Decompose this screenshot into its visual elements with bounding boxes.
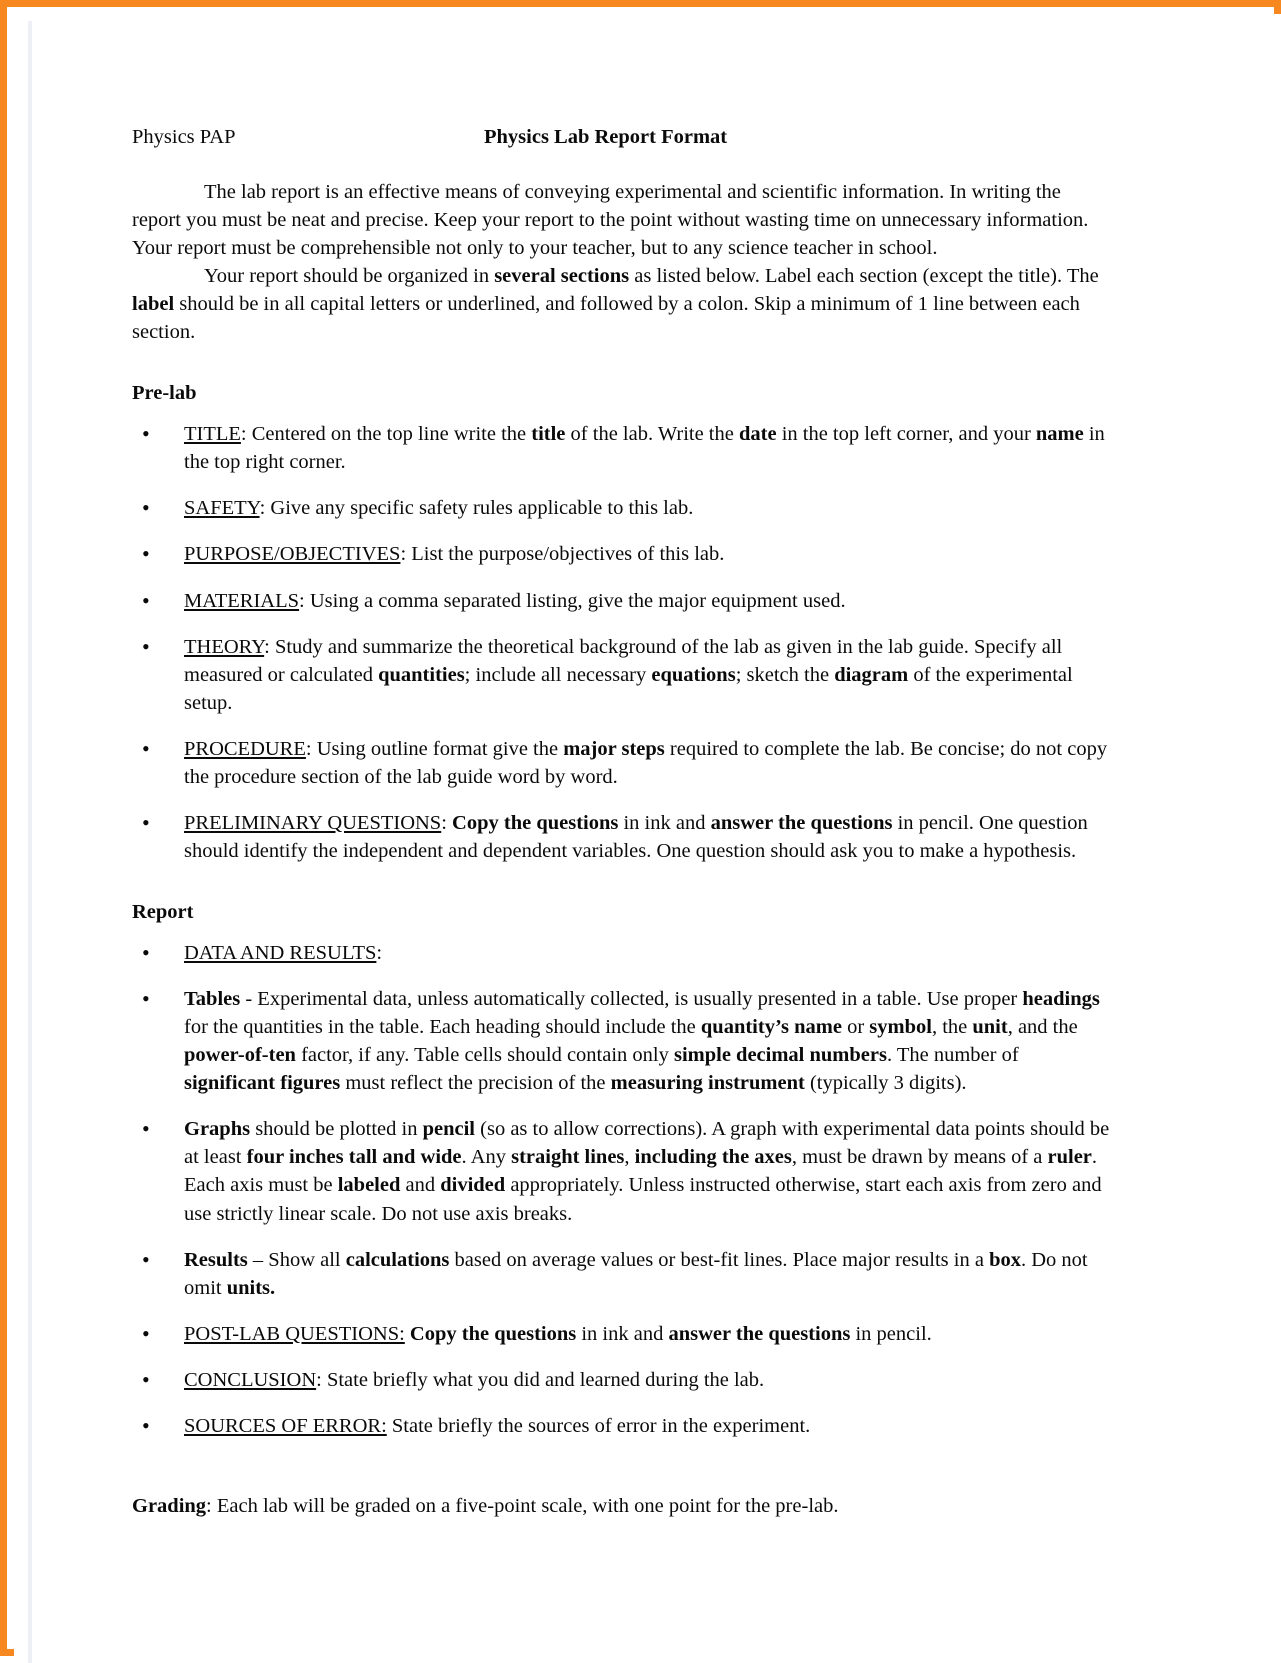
item-text-c: for the quantities in the table. Each heading should include the [184,1016,701,1039]
list-item [132,1320,1110,1348]
intro-p1-text: The lab report is an effective means of conveying experimental and scientific information. In writing the report you must be neat and precise. Keep your report to the point without wasting time on unnecessary information. Your report must be comprehensible not only to your teacher, but to any science teacher in school. [132,181,1089,260]
item-text-h: unit [972,1016,1008,1039]
item-label-post-lab-questions: POST-LAB QUESTIONS: [184,1322,405,1345]
list-item [132,939,1110,967]
item-text-h: including the axes [634,1146,792,1169]
item-text-c: required to complete the lab. Be concise; do not copy the procedure section of the lab guide word by word. [184,737,1108,788]
item-text-e: in the top left corner, and your [776,423,1036,446]
item-label-preliminary-questions: PRELIMINARY QUESTIONS [184,812,442,835]
item-label-data-and-results: DATA AND RESULTS [184,941,377,964]
item-text-c: in ink and [576,1322,669,1345]
item-text-b: major steps [563,737,665,760]
item-text-a: : Using outline format give the [305,737,564,760]
item-text-d: date [738,423,777,446]
item-text-n: significant figures [184,1072,341,1095]
item-text-c: ; include all necessary [464,663,652,686]
item-text-p: measuring instrument [610,1072,805,1095]
item-text-f: name [1035,423,1084,446]
item-text-b: quantities [378,663,465,686]
intro-p2-e: should be in all capital letters or underlined, and followed by a colon. Skip a minimum of 1 line between each section. [132,293,1080,344]
section-heading-report: Report [132,901,194,924]
item-text-f: diagram [834,663,909,686]
section-heading-prelab: Pre-lab [132,382,197,405]
item-text-d: equations [651,663,736,686]
item-text-b: pencil [422,1118,476,1141]
list-item [132,985,1110,1097]
intro-p2-a: Your report should be organized in [204,265,495,288]
list-item [132,420,1110,476]
item-text-m: . The number of [886,1044,1019,1067]
list-item [132,540,1110,568]
list-item [132,735,1110,791]
item-text-e: . Do not omit [184,1248,1088,1299]
intro-p2-c: as listed below. Label each section (except the title). The [629,265,1099,288]
item-text-a: should be plotted in [250,1118,423,1141]
item-label-materials: MATERIALS [184,589,300,612]
item-text-b: Copy the questions [452,812,619,835]
item-text-g: in the top right corner. [184,423,1105,474]
course-label: Physics PAP [132,126,236,148]
item-text-e: ; sketch the [735,663,835,686]
list-item [132,1246,1110,1302]
list-item [132,1366,1110,1394]
item-label-title: TITLE [184,423,241,446]
item-text-m: and [400,1174,441,1197]
intro-p2-several-sections: several sections [494,265,630,288]
item-text-c: in ink and [618,812,711,835]
item-text-a: State briefly the sources of error in the experiment. [386,1414,811,1437]
item-text-b: headings [1022,988,1100,1011]
item-text-g: of the experimental setup. [184,663,1073,714]
item-text-o: must reflect the precision of the [340,1072,611,1095]
page-gutter-line [28,21,32,1663]
item-text-a: : Give any specific safety rules applicable to this lab. [259,497,694,520]
item-text-q: (typically 3 digits). [804,1072,967,1095]
document-body [132,124,1110,1520]
item-text-d: quantity’s name [700,1016,842,1039]
item-text-a: : [441,812,453,835]
item-text-a: : Using a comma separated listing, give the major equipment used. [299,589,846,612]
item-label-results: Results [184,1248,248,1271]
list-item [132,1115,1110,1227]
item-text-f: units. [226,1276,276,1299]
grading-note [132,1492,1110,1520]
item-text-l: simple decimal numbers [673,1044,887,1067]
report-list [132,939,1110,1440]
item-text-b: title [531,423,566,446]
item-text-n: divided [440,1174,506,1197]
item-text-c: of the lab. Write the [565,423,739,446]
item-text-d: four inches tall and wide [246,1146,462,1169]
item-text-j: ruler [1047,1146,1092,1169]
list-item [132,633,1110,717]
item-text-a: : [376,941,383,964]
item-text-e: . Any [461,1146,512,1169]
item-text-e: in pencil. One question should identify the independent and dependent variables. One question should ask you to make a hypothesis. [184,812,1088,863]
item-label-conclusion: CONCLUSION [184,1368,317,1391]
page-title: Physics Lab Report Format [484,126,728,148]
item-text-a: : Centered on the top line write the [240,423,532,446]
item-label-safety: SAFETY [184,497,260,520]
item-text-a: : Study and summarize the theoretical background of the lab as given in the lab guide. Specify all measured or calculated [184,635,1063,686]
document-header [132,124,1110,158]
item-text-c: (so as to allow corrections). A graph with experimental data points should be at least [184,1118,1110,1169]
document-page [14,14,1281,1656]
item-text-d: answer the questions [710,812,893,835]
item-text-i: , and the [1007,1016,1078,1039]
prelab-list [132,420,1110,865]
list-item [132,1412,1110,1440]
item-text-c: based on average values or best-fit lines. Place major results in a [449,1248,990,1271]
item-text-a: – Show all [247,1248,346,1271]
item-text-e: in pencil. [850,1322,932,1345]
item-label-theory: THEORY [184,635,265,658]
intro-paragraph-2 [132,262,1110,346]
item-text-b: calculations [345,1248,450,1271]
list-item [132,809,1110,865]
item-label-sources-of-error: SOURCES OF ERROR: [184,1414,387,1437]
item-text-a: : List the purpose/objectives of this lab. [400,543,725,566]
list-item [132,494,1110,522]
item-text-a: - Experimental data, unless automatically collected, is usually presented in a table. Use proper [240,988,1023,1011]
item-text-b: Copy the questions [409,1322,577,1345]
item-text-f: straight lines [511,1146,625,1169]
item-text-k: factor, if any. Table cells should contain only [295,1044,674,1067]
list-item [132,587,1110,615]
item-label-tables: Tables [184,988,241,1011]
item-text-l: labeled [337,1174,401,1197]
item-text-i: , must be drawn by means of a [791,1146,1048,1169]
item-text-o: appropriately. Unless instructed otherwise, start each axis from zero and use strictly linear scale. Do not use axis breaks. [184,1174,1102,1225]
intro-paragraph-1 [132,178,1110,262]
item-text-d: answer the questions [668,1322,851,1345]
item-text-a: : State briefly what you did and learned during the lab. [316,1368,765,1391]
item-text-g: , the [931,1016,973,1039]
item-text-g: , [624,1146,635,1169]
item-text-e: or [841,1016,870,1039]
item-text-j: power-of-ten [184,1044,296,1067]
grading-text: : Each lab will be graded on a five-point scale, with one point for the pre-lab. [206,1495,839,1518]
item-label-procedure: PROCEDURE [184,737,306,760]
grading-label: Grading [132,1495,207,1518]
item-label-purpose-objectives: PURPOSE/OBJECTIVES [184,543,401,566]
item-label-graphs: Graphs [184,1118,251,1141]
intro-p2-label: label [132,293,175,316]
item-text-f: symbol [869,1016,932,1039]
item-text-k: . Each axis must be [184,1146,1098,1197]
item-text-d: box [989,1248,1021,1271]
